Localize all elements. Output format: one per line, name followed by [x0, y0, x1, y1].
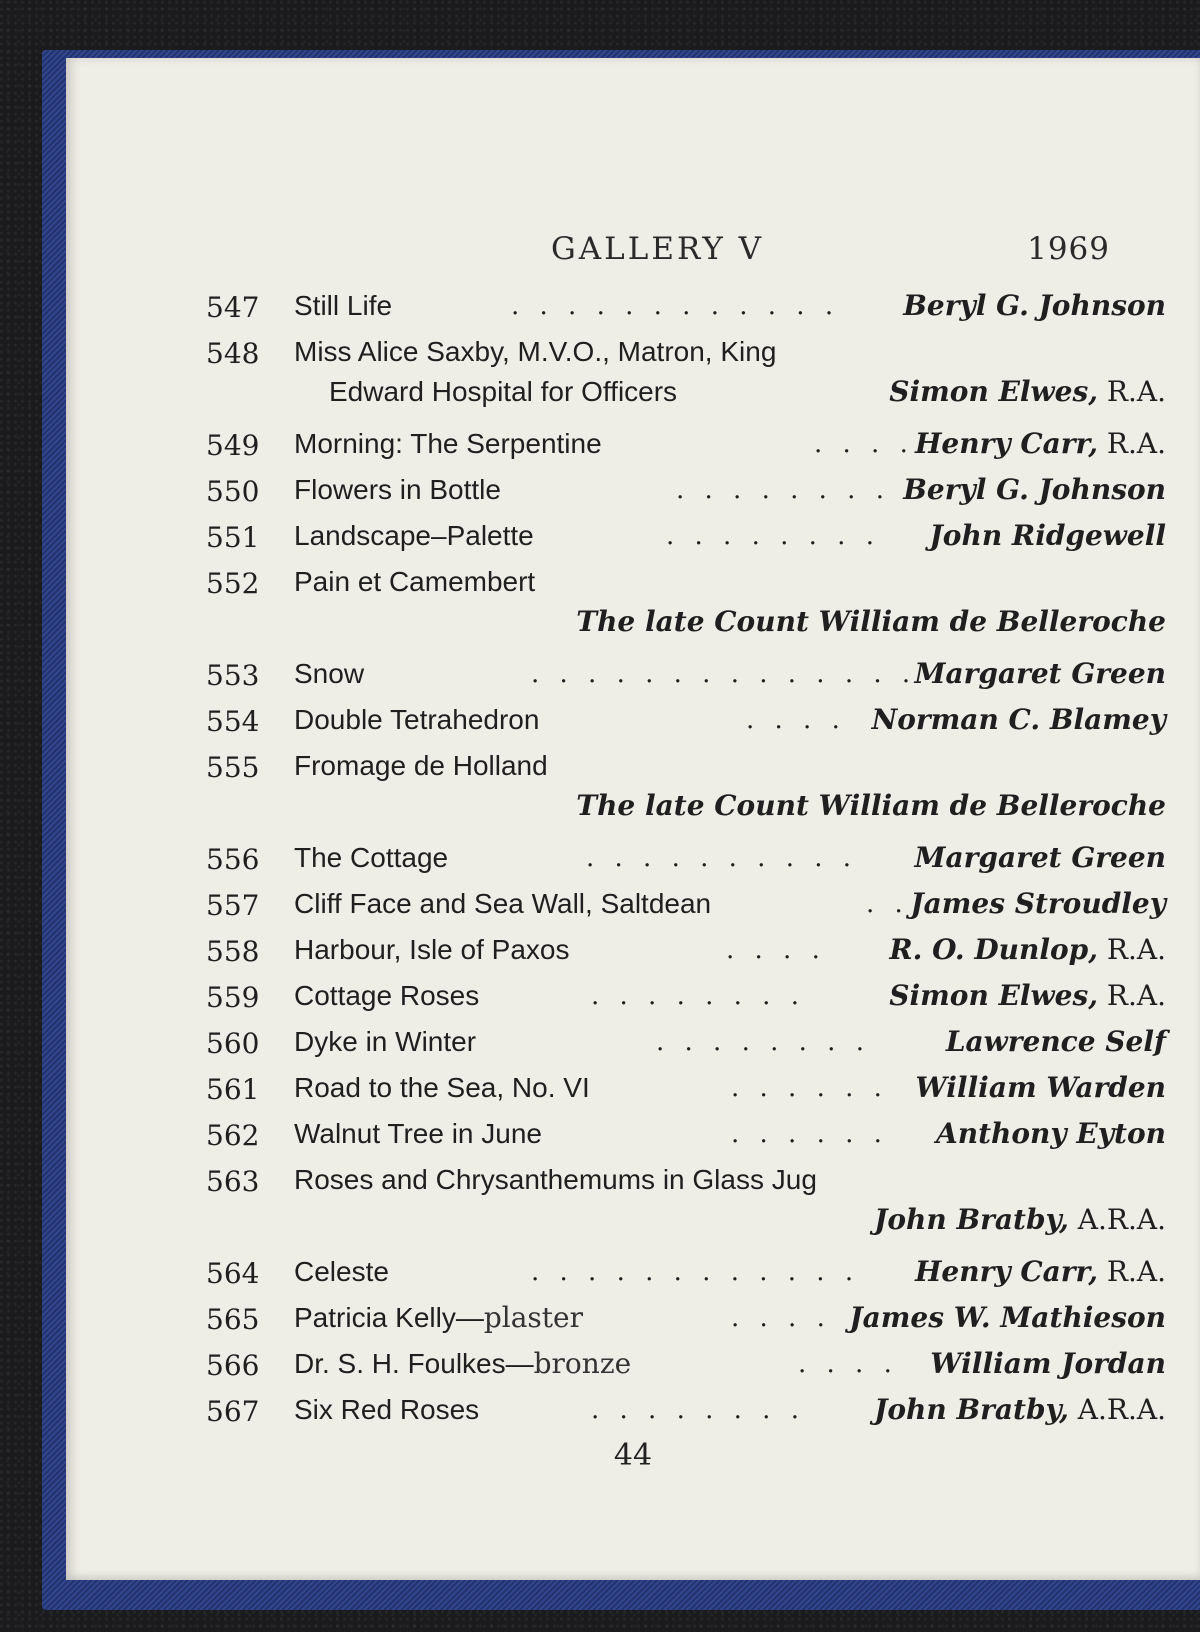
entry-title: Six Red Roses — [294, 1394, 480, 1425]
entry-number: 563 — [206, 1165, 260, 1198]
entry-number: 561 — [206, 1073, 260, 1106]
entry-artist: Henry Carr, R.A. — [914, 1255, 1166, 1288]
entry-title: Landscape–Palette — [294, 520, 534, 551]
catalogue-entries — [206, 283, 1166, 1433]
leader-dots: . . . . — [746, 705, 846, 735]
entry-artist: Simon Elwes, R.A. — [889, 375, 1166, 408]
entry-number: 548 — [206, 337, 260, 370]
page-header — [66, 231, 1200, 271]
leader-dots: . . . . . . . . — [591, 981, 805, 1011]
catalogue-page — [66, 58, 1200, 1580]
leader-dots: . . . . . . . . — [676, 475, 890, 505]
entry-artist: William Warden — [915, 1071, 1166, 1104]
catalogue-entry — [206, 835, 1166, 881]
entry-artist: James Stroudley — [910, 887, 1166, 920]
catalogue-entry — [206, 1111, 1166, 1157]
gallery-title: GALLERY V — [551, 231, 765, 267]
entry-artist: The late Count William de Belleroche — [576, 789, 1166, 822]
catalogue-entry — [206, 329, 1166, 415]
catalogue-entry — [206, 743, 1166, 829]
catalogue-entry — [206, 513, 1166, 559]
entry-title: Snow — [294, 658, 365, 689]
leader-dots: . . . . . . . . — [656, 1027, 870, 1057]
leader-dots: . . . . . . . . . . . . . . — [531, 659, 917, 689]
entry-title: Double Tetrahedron — [294, 704, 540, 735]
catalogue-entry — [206, 559, 1166, 645]
catalogue-entry — [206, 1157, 1166, 1243]
leader-dots: . . . . . . . . . . . . — [531, 1257, 860, 1287]
entry-artist: Henry Carr, R.A. — [914, 427, 1166, 460]
catalogue-entry — [206, 973, 1166, 1019]
leader-dots: . . . . — [798, 1349, 898, 1379]
entry-title: Walnut Tree in June — [294, 1118, 542, 1149]
entry-artist: The late Count William de Belleroche — [576, 605, 1166, 638]
entry-title: Cottage Roses — [294, 980, 480, 1011]
entry-title: Fromage de Holland — [294, 750, 548, 781]
entry-medium: plaster — [483, 1301, 583, 1334]
entry-number: 560 — [206, 1027, 260, 1060]
entry-title: Harbour, Isle of Paxos — [294, 934, 570, 965]
entry-artist: Margaret Green — [914, 657, 1166, 690]
entry-title: Pain et Camembert — [294, 566, 536, 597]
entry-title: Flowers in Bottle — [294, 474, 501, 505]
entry-number: 556 — [206, 843, 260, 876]
leader-dots: . . . . — [814, 429, 914, 459]
entry-artist: Simon Elwes, R.A. — [889, 979, 1166, 1012]
catalogue-entry — [206, 1249, 1166, 1295]
entry-title: Still Life — [294, 290, 393, 321]
leader-dots: . . . . . . . . — [591, 1395, 805, 1425]
entry-number: 558 — [206, 935, 260, 968]
entry-artist: Beryl G. Johnson — [903, 473, 1166, 506]
entry-medium: bronze — [533, 1347, 632, 1380]
entry-number: 564 — [206, 1257, 260, 1290]
entry-number: 566 — [206, 1349, 260, 1382]
entry-artist: R. O. Dunlop, R.A. — [889, 933, 1166, 966]
entry-artist: John Bratby, A.R.A. — [874, 1203, 1166, 1236]
catalogue-entry — [206, 1019, 1166, 1065]
entry-title: Dyke in Winter — [294, 1026, 477, 1057]
leader-dots: . . . . . . . . . . . . — [511, 291, 840, 321]
catalogue-entry — [206, 1065, 1166, 1111]
catalogue-entry — [206, 1387, 1166, 1433]
leader-dots: . . — [866, 889, 909, 919]
entry-title: Dr. S. H. Foulkes—bronze — [294, 1347, 632, 1380]
catalogue-entry — [206, 927, 1166, 973]
entry-number: 550 — [206, 475, 260, 508]
entry-title: Patricia Kelly—plaster — [294, 1301, 583, 1334]
entry-artist: William Jordan — [930, 1347, 1166, 1380]
entry-artist: Anthony Eyton — [935, 1117, 1166, 1150]
catalogue-entry — [206, 697, 1166, 743]
entry-number: 549 — [206, 429, 260, 462]
entry-number: 547 — [206, 291, 260, 324]
entry-number: 557 — [206, 889, 260, 922]
catalogue-entry — [206, 1295, 1166, 1341]
entry-artist: John Bratby, A.R.A. — [874, 1393, 1166, 1426]
catalogue-entry — [206, 283, 1166, 329]
entry-number: 555 — [206, 751, 260, 784]
entry-title: Cliff Face and Sea Wall, Saltdean — [294, 888, 712, 919]
catalogue-entry — [206, 881, 1166, 927]
entry-title: Morning: The Serpentine — [294, 428, 602, 459]
leader-dots: . . . . . . — [731, 1073, 888, 1103]
leader-dots: . . . . . . — [731, 1119, 888, 1149]
entry-artist: John Ridgewell — [929, 519, 1166, 552]
leader-dots: . . . . — [731, 1303, 831, 1333]
leader-dots: . . . . . . . . . . — [586, 843, 858, 873]
catalogue-entry — [206, 1341, 1166, 1387]
year-label: 1969 — [1027, 231, 1110, 267]
entry-number: 551 — [206, 521, 260, 554]
entry-artist: Margaret Green — [914, 841, 1166, 874]
entry-title: Miss Alice Saxby, M.V.O., Matron, King — [294, 336, 777, 367]
catalogue-entry — [206, 467, 1166, 513]
entry-number: 565 — [206, 1303, 260, 1336]
entry-title: Road to the Sea, No. VI — [294, 1072, 590, 1103]
entry-number: 567 — [206, 1395, 260, 1428]
entry-number: 553 — [206, 659, 260, 692]
entry-title: The Cottage — [294, 842, 449, 873]
entry-title: Roses and Chrysanthemums in Glass Jug — [294, 1164, 817, 1195]
entry-artist: Lawrence Self — [945, 1025, 1166, 1058]
catalogue-entry — [206, 421, 1166, 467]
entry-artist: Norman C. Blamey — [871, 703, 1166, 736]
entry-title-continued: Edward Hospital for Officers — [329, 376, 678, 407]
entry-number: 559 — [206, 981, 260, 1014]
entry-artist: Beryl G. Johnson — [903, 289, 1166, 322]
entry-number: 554 — [206, 705, 260, 738]
leader-dots: . . . . . . . . — [666, 521, 880, 551]
entry-number: 562 — [206, 1119, 260, 1152]
catalogue-entry — [206, 651, 1166, 697]
entry-artist: James W. Mathieson — [849, 1301, 1166, 1334]
entry-title: Celeste — [294, 1256, 389, 1287]
entry-number: 552 — [206, 567, 260, 600]
page-number: 44 — [613, 1438, 653, 1473]
leader-dots: . . . . — [726, 935, 826, 965]
